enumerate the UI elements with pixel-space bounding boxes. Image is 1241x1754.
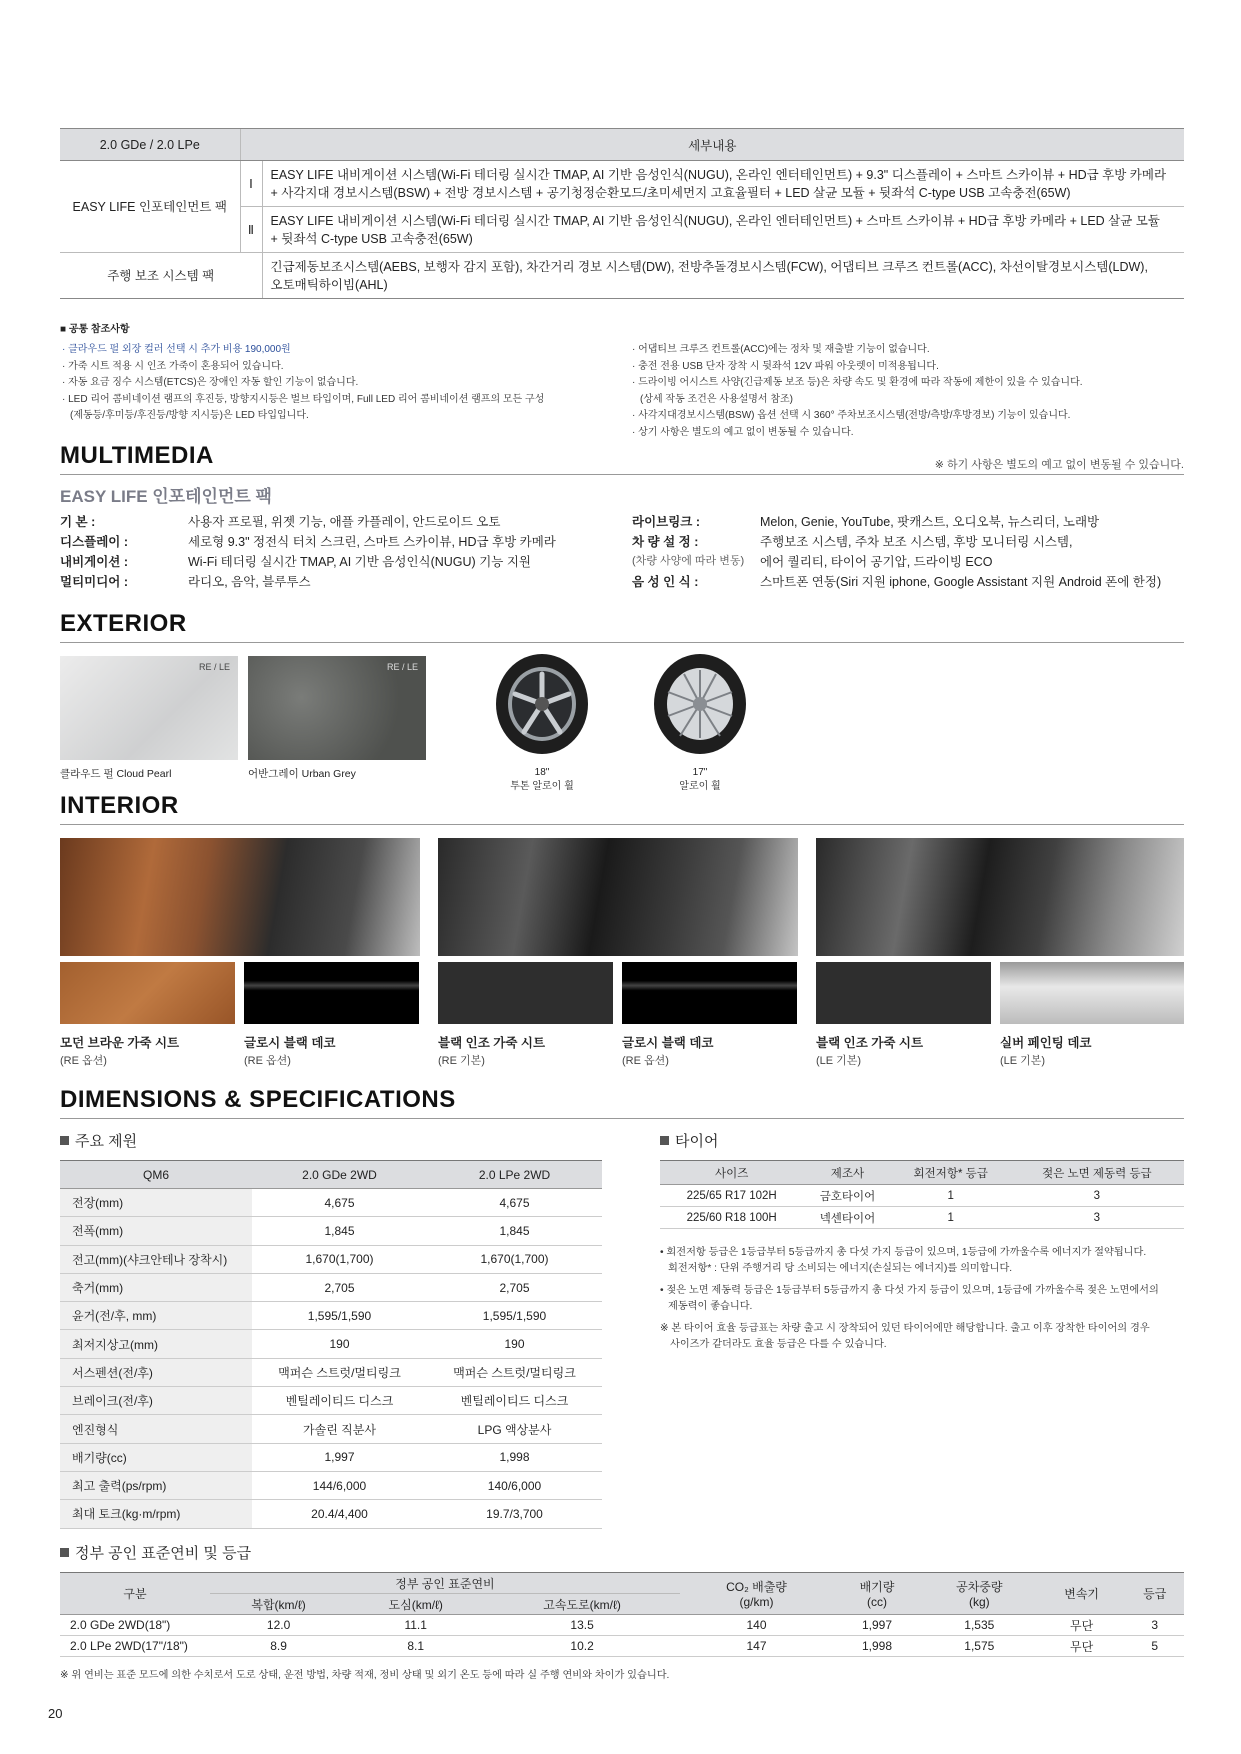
interior-item-trim: (RE 기본) bbox=[438, 1055, 485, 1067]
item-value: 에어 퀄리티, 타이어 공기압, 드라이빙 ECO bbox=[760, 555, 993, 569]
table-row bbox=[60, 1189, 602, 1217]
header-text: 배기량 bbox=[859, 1580, 895, 1594]
table-row bbox=[60, 1443, 602, 1471]
spec-value: 가솔린 직분사 bbox=[252, 1415, 427, 1443]
spec-value: 1,998 bbox=[427, 1443, 602, 1471]
spec-value: 19.7/3,700 bbox=[427, 1500, 602, 1528]
multimedia-subtitle: EASY LIFE 인포테인먼트 팩 bbox=[60, 487, 272, 506]
table-row bbox=[60, 1415, 602, 1443]
wheel-size: 17" bbox=[692, 767, 708, 778]
fuel-model: 2.0 LPe 2WD(17"/18") bbox=[60, 1636, 210, 1657]
fuel-value: 1,998 bbox=[833, 1636, 921, 1657]
interior-label bbox=[622, 1034, 713, 1070]
interior-label bbox=[244, 1034, 335, 1070]
interior-item-name: 모던 브라운 가죽 시트 bbox=[60, 1036, 180, 1050]
wheel-name: 알로이 휠 bbox=[679, 781, 721, 792]
fuel-header-weight bbox=[921, 1573, 1038, 1615]
spec-value: 190 bbox=[252, 1330, 427, 1358]
spec-header: 2.0 GDe 2WD bbox=[252, 1161, 427, 1189]
options-col2-header: 세부내용 bbox=[240, 129, 1184, 161]
option-sub: Ⅱ bbox=[240, 207, 262, 253]
spec-value: 2,705 bbox=[427, 1273, 602, 1301]
multimedia-item bbox=[760, 552, 993, 572]
header-unit: (kg) bbox=[968, 1595, 990, 1609]
option-name: 주행 보조 시스템 팩 bbox=[60, 253, 262, 299]
swatch-black-leather bbox=[816, 962, 991, 1024]
fuel-header: 등급 bbox=[1125, 1573, 1184, 1615]
wheel-17-alloy-icon bbox=[650, 652, 750, 756]
tire-cell: 225/65 R17 102H bbox=[660, 1185, 803, 1207]
tire-cell: 1 bbox=[892, 1185, 1010, 1207]
wheel-18-two-tone-icon bbox=[492, 652, 592, 756]
spec-value: 2,705 bbox=[252, 1273, 427, 1301]
color-swatch-cloud-pearl bbox=[60, 656, 238, 760]
tire-notes bbox=[660, 1245, 1184, 1353]
note-item: · 사각지대경보시스템(BSW) 옵션 선택 시 360° 주차보조시스템(전방/측방/후방경보) 기능이 있습니다. bbox=[632, 410, 1071, 421]
tire-cell: 금호타이어 bbox=[803, 1185, 891, 1207]
color-swatch-urban-grey bbox=[248, 656, 426, 760]
multimedia-item bbox=[632, 532, 1072, 552]
item-value: 라디오, 음악, 블루투스 bbox=[188, 575, 311, 589]
spec-label: 전고(mm)(샤크안테나 장착시) bbox=[60, 1245, 252, 1273]
interior-title: INTERIOR bbox=[60, 792, 179, 819]
main-spec-heading bbox=[60, 1130, 137, 1151]
note-item: · 가죽 시트 적용 시 인조 가죽이 혼용되어 있습니다. bbox=[62, 360, 284, 372]
tire-header: 젖은 노면 제동력 등급 bbox=[1010, 1161, 1184, 1185]
divider bbox=[60, 1118, 1184, 1119]
fuel-value: 무단 bbox=[1038, 1615, 1126, 1636]
multimedia-item bbox=[632, 572, 1161, 592]
table-row bbox=[60, 1500, 602, 1528]
note-item: · 어댑티브 크루즈 컨트롤(ACC)에는 정차 및 재출발 기능이 없습니다. bbox=[632, 344, 930, 355]
tire-note: • 회전저항 등급은 1등급부터 5등급까지 총 다섯 가지 등급이 있으며, 1등급에 가까울수록 에너지가 절약됩니다. bbox=[660, 1247, 1147, 1258]
item-label: 멀티미디어 : bbox=[60, 575, 129, 589]
spec-value: 1,670(1,700) bbox=[427, 1245, 602, 1273]
table-row bbox=[60, 253, 1184, 299]
tire-table bbox=[660, 1160, 1184, 1229]
table-row bbox=[60, 1471, 602, 1499]
fuel-table bbox=[60, 1572, 1184, 1657]
tire-cell: 1 bbox=[892, 1207, 1010, 1229]
square-bullet-icon bbox=[60, 1136, 69, 1145]
fuel-model: 2.0 GDe 2WD(18") bbox=[60, 1615, 210, 1636]
interior-item-trim: (RE 옵션) bbox=[622, 1055, 669, 1067]
spec-header: 2.0 LPe 2WD bbox=[427, 1161, 602, 1189]
heading-text: 주요 제원 bbox=[75, 1133, 138, 1150]
fuel-value: 10.2 bbox=[484, 1636, 680, 1657]
option-detail: + 사각지대 경보시스템(BSW) + 전방 경보시스템 + 공기청정순환모드/초미세먼지 고효율필터 + LED 살균 모듈 + 뒷좌석 C-type USB 고속충전(65W) bbox=[270, 185, 1071, 200]
fuel-value: 3 bbox=[1125, 1615, 1184, 1636]
header-unit: (g/km) bbox=[739, 1595, 774, 1609]
fuel-value: 1,997 bbox=[833, 1615, 921, 1636]
spec-value: 1,997 bbox=[252, 1443, 427, 1471]
color-tag: RE / LE bbox=[198, 662, 230, 672]
table-row bbox=[660, 1207, 1184, 1229]
spec-value: 벤틸레이티드 디스크 bbox=[427, 1387, 602, 1415]
spec-label: 최저지상고(mm) bbox=[60, 1330, 252, 1358]
interior-item-trim: (RE 옵션) bbox=[244, 1055, 291, 1067]
fuel-header-co2 bbox=[680, 1573, 833, 1615]
option-detail: EASY LIFE 내비게이션 시스템(Wi-Fi 테더링 실시간 TMAP, AI 기반 음성인식(NUGU), 온라인 엔터테인먼트) + 스마트 스카이뷰 + HD급 후방 카메라 + LED 살균 모듈 bbox=[270, 213, 1160, 228]
swatch-silver-painting bbox=[1000, 962, 1184, 1024]
interior-photo-black-re bbox=[438, 838, 798, 956]
interior-label bbox=[816, 1034, 923, 1070]
fuel-header: 복합(km/ℓ) bbox=[210, 1594, 347, 1615]
spec-value: 1,595/1,590 bbox=[252, 1302, 427, 1330]
interior-item-name: 글로시 블랙 데코 bbox=[244, 1036, 336, 1050]
spec-table bbox=[60, 1160, 602, 1529]
table-row bbox=[60, 1387, 602, 1415]
spec-value: 140/6,000 bbox=[427, 1471, 602, 1499]
item-value: 스마트폰 연동(Siri 지원 iphone, Google Assistant 지원 Android 폰에 한정) bbox=[760, 575, 1162, 589]
divider bbox=[60, 642, 1184, 643]
table-row bbox=[60, 161, 1184, 207]
fuel-value: 140 bbox=[680, 1615, 833, 1636]
options-table bbox=[60, 128, 1184, 299]
item-label: 디스플레이 : bbox=[60, 535, 129, 549]
fuel-value: 1,535 bbox=[921, 1615, 1038, 1636]
interior-item-name: 블랙 인조 가죽 시트 bbox=[816, 1036, 924, 1050]
item-label: 기 본 : bbox=[60, 515, 96, 529]
spec-label: 전폭(mm) bbox=[60, 1217, 252, 1245]
wheel-size: 18" bbox=[534, 767, 550, 778]
swatch-glossy-black bbox=[244, 962, 419, 1024]
spec-value: 190 bbox=[427, 1330, 602, 1358]
table-row bbox=[60, 1358, 602, 1386]
tire-note: 사이즈가 같더라도 효율 등급은 다를 수 있습니다. bbox=[670, 1339, 887, 1350]
spec-label: 최대 토크(kg·m/rpm) bbox=[60, 1500, 252, 1528]
tire-cell: 225/60 R18 100H bbox=[660, 1207, 803, 1229]
interior-photo-black-le bbox=[816, 838, 1184, 956]
interior-photo-brown bbox=[60, 838, 420, 956]
fuel-header: 구분 bbox=[60, 1573, 210, 1615]
item-label: 음 성 인 식 : bbox=[632, 575, 699, 589]
option-sub: Ⅰ bbox=[240, 161, 262, 207]
swatch-black-leather bbox=[438, 962, 613, 1024]
fuel-value: 12.0 bbox=[210, 1615, 347, 1636]
options-col1-header: 2.0 GDe / 2.0 LPe bbox=[60, 129, 240, 161]
color-label: 어반그레이 Urban Grey bbox=[248, 768, 356, 780]
note-item: (상세 작동 조건은 사용설명서 참조) bbox=[640, 393, 794, 405]
swatch-glossy-black bbox=[622, 962, 797, 1024]
interior-item-trim: (LE 기본) bbox=[1000, 1055, 1046, 1067]
note-item: · 자동 요금 징수 시스템(ETCS)은 장애인 자동 할인 기능이 없습니다. bbox=[62, 377, 359, 388]
notes-title: ■ 공통 참조사항 bbox=[60, 324, 130, 335]
fuel-heading bbox=[60, 1542, 251, 1563]
spec-label: 엔진형식 bbox=[60, 1415, 252, 1443]
item-value: Wi-Fi 테더링 실시간 TMAP, AI 기반 음성인식(NUGU) 기능 지원 bbox=[188, 555, 531, 569]
fuel-header: 정부 공인 표준연비 bbox=[210, 1573, 680, 1594]
spec-value: 1,595/1,590 bbox=[427, 1302, 602, 1330]
fuel-value: 1,575 bbox=[921, 1636, 1038, 1657]
fuel-header: 변속기 bbox=[1038, 1573, 1126, 1615]
spec-value: 1,670(1,700) bbox=[252, 1245, 427, 1273]
interior-item-name: 글로시 블랙 데코 bbox=[622, 1036, 714, 1050]
spec-value: 20.4/4,400 bbox=[252, 1500, 427, 1528]
tire-note: 제동력이 좋습니다. bbox=[668, 1301, 753, 1312]
item-value: 세로형 9.3" 정전식 터치 스크린, 스마트 스카이뷰, HD급 후방 카메라 bbox=[188, 535, 556, 549]
table-row bbox=[60, 1615, 1184, 1636]
spec-label: 최고 출력(ps/rpm) bbox=[60, 1471, 252, 1499]
tire-header: 사이즈 bbox=[660, 1161, 803, 1185]
wheel-label bbox=[482, 766, 602, 794]
heading-text: 정부 공인 표준연비 및 등급 bbox=[75, 1545, 252, 1562]
fuel-value: 8.1 bbox=[347, 1636, 484, 1657]
spec-label: 축거(mm) bbox=[60, 1273, 252, 1301]
fuel-header: 도심(km/ℓ) bbox=[347, 1594, 484, 1615]
notes-left bbox=[62, 342, 622, 425]
square-bullet-icon bbox=[60, 1548, 69, 1557]
fuel-value: 147 bbox=[680, 1636, 833, 1657]
interior-label bbox=[438, 1034, 545, 1070]
multimedia-item bbox=[60, 572, 311, 592]
spec-header: QM6 bbox=[60, 1161, 252, 1189]
item-value: Melon, Genie, YouTube, 팟캐스트, 오디오북, 뉴스리더, 노래방 bbox=[760, 515, 1100, 529]
fuel-value: 8.9 bbox=[210, 1636, 347, 1657]
wheel-label bbox=[640, 766, 760, 794]
spec-value: 벤틸레이티드 디스크 bbox=[252, 1387, 427, 1415]
divider bbox=[60, 824, 1184, 825]
option-name: EASY LIFE 인포테인먼트 팩 bbox=[60, 161, 240, 253]
tire-note: • 젖은 노면 제동력 등급은 1등급부터 5등급까지 총 다섯 가지 등급이 있으며, 1등급에 가까울수록 젖은 노면에서의 bbox=[660, 1285, 1159, 1296]
spec-value: LPG 액상분사 bbox=[427, 1415, 602, 1443]
item-label: 차 량 설 정 : bbox=[632, 535, 699, 549]
interior-item-trim: (LE 기본) bbox=[816, 1055, 862, 1067]
interior-label bbox=[1000, 1034, 1091, 1070]
spec-label: 배기량(cc) bbox=[60, 1443, 252, 1471]
table-row bbox=[60, 1273, 602, 1301]
fuel-header: 고속도로(km/ℓ) bbox=[484, 1594, 680, 1615]
table-row bbox=[60, 1217, 602, 1245]
heading-text: 타이어 bbox=[675, 1133, 719, 1150]
header-unit: (cc) bbox=[866, 1595, 887, 1609]
fuel-header-disp bbox=[833, 1573, 921, 1615]
multimedia-item bbox=[60, 552, 531, 572]
color-label: 클라우드 펄 Cloud Pearl bbox=[60, 768, 172, 780]
option-detail: EASY LIFE 내비게이션 시스템(Wi-Fi 테더링 실시간 TMAP, AI 기반 음성인식(NUGU), 온라인 엔터테인먼트) + 9.3" 디스플레이 + 스마트 스카이뷰 + HD급 후방 카메라 bbox=[270, 167, 1167, 182]
exterior-title: EXTERIOR bbox=[60, 610, 187, 637]
spec-value: 1,845 bbox=[427, 1217, 602, 1245]
notes-right bbox=[632, 342, 1184, 441]
interior-item-name: 실버 페인팅 데코 bbox=[1000, 1036, 1092, 1050]
tire-cell: 넥센타이어 bbox=[803, 1207, 891, 1229]
square-bullet-icon bbox=[660, 1136, 669, 1145]
spec-label: 서스펜션(전/후) bbox=[60, 1358, 252, 1386]
tire-header: 회전저항* 등급 bbox=[892, 1161, 1010, 1185]
option-detail: 긴급제동보조시스템(AEBS, 보행자 감지 포함), 차간거리 경보 시스템(DW), 전방추돌경보시스템(FCW), 어댑티브 크루즈 컨트롤(ACC), 차선이탈경보시스템(LDW), bbox=[270, 259, 1148, 274]
item-label: 내비게이션 : bbox=[60, 555, 129, 569]
spec-label: 브레이크(전/후) bbox=[60, 1387, 252, 1415]
fuel-note: ※ 위 연비는 표준 모드에 의한 수치로서 도로 상태, 운전 방법, 차량 적재, 정비 상태 및 외기 온도 등에 따라 실 주행 연비와 차이가 있습니다. bbox=[60, 1670, 670, 1681]
header-text: CO₂ 배출량 bbox=[726, 1580, 787, 1594]
interior-item-name: 블랙 인조 가죽 시트 bbox=[438, 1036, 546, 1050]
fuel-value: 5 bbox=[1125, 1636, 1184, 1657]
page-number: 20 bbox=[48, 1706, 63, 1721]
wheel-name: 투톤 알로이 휠 bbox=[510, 781, 574, 792]
multimedia-item bbox=[60, 512, 500, 532]
dimensions-title: DIMENSIONS & SPECIFICATIONS bbox=[60, 1086, 456, 1113]
option-detail: + 뒷좌석 C-type USB 고속충전(65W) bbox=[270, 231, 473, 246]
option-detail: 오토매틱하이빔(AHL) bbox=[270, 277, 388, 292]
table-row bbox=[60, 1302, 602, 1330]
spec-value: 1,845 bbox=[252, 1217, 427, 1245]
tire-cell: 3 bbox=[1010, 1207, 1184, 1229]
multimedia-item bbox=[632, 512, 1099, 532]
tire-header: 제조사 bbox=[803, 1161, 891, 1185]
table-row bbox=[60, 1245, 602, 1273]
note-item: · LED 리어 콤비네이션 램프의 후진등, 방향지시등은 벌브 타입이며, Full LED 리어 콤비네이션 램프의 모든 구성 bbox=[62, 393, 545, 405]
vehicle-setting-note: (차량 사양에 따라 변동) bbox=[632, 555, 745, 567]
spec-value: 맥퍼슨 스트럿/멀티링크 bbox=[252, 1358, 427, 1386]
fuel-value: 13.5 bbox=[484, 1615, 680, 1636]
multimedia-title: MULTIMEDIA bbox=[60, 442, 214, 469]
spec-value: 4,675 bbox=[427, 1189, 602, 1217]
spec-label: 전장(mm) bbox=[60, 1189, 252, 1217]
note-item: · 충전 전용 USB 단자 장착 시 뒷좌석 12V 파워 아웃렛이 미적용됩니다. bbox=[632, 360, 939, 372]
tire-heading bbox=[660, 1130, 718, 1151]
item-label: 라이브링크 : bbox=[632, 515, 701, 529]
interior-item-trim: (RE 옵션) bbox=[60, 1055, 107, 1067]
multimedia-item bbox=[60, 532, 556, 552]
swatch-brown-leather bbox=[60, 962, 235, 1024]
item-value: 주행보조 시스템, 주차 보조 시스템, 후방 모니터링 시스템, bbox=[760, 535, 1073, 549]
note-item: · 클라우드 펄 외장 컬러 선택 시 추가 비용 190,000원 bbox=[62, 344, 291, 355]
tire-note: 회전저항* : 단위 주행거리 당 소비되는 에너지(손실되는 에너지)를 의미합니다. bbox=[668, 1263, 1013, 1274]
table-row bbox=[60, 1330, 602, 1358]
note-item: · 드라이빙 어시스트 사양(긴급제동 보조 등)은 차량 속도 및 환경에 따라 작동에 제한이 있을 수 있습니다. bbox=[632, 377, 1083, 388]
tire-note: ※ 본 타이어 효율 등급표는 차량 출고 시 장착되어 있던 타이어에만 해당합니다. 출고 이후 장착한 타이어의 경우 bbox=[660, 1323, 1150, 1334]
spec-value: 맥퍼슨 스트럿/멀티링크 bbox=[427, 1358, 602, 1386]
table-row bbox=[60, 1636, 1184, 1657]
note-item: (제동등/후미등/후진등/방향 지시등)은 LED 타입입니다. bbox=[70, 410, 309, 421]
spec-label: 윤거(전/후, mm) bbox=[60, 1302, 252, 1330]
spec-value: 144/6,000 bbox=[252, 1471, 427, 1499]
spec-value: 4,675 bbox=[252, 1189, 427, 1217]
interior-label bbox=[60, 1034, 179, 1070]
multimedia-disclaimer: ※ 하기 사항은 별도의 예고 없이 변동될 수 있습니다. bbox=[934, 459, 1184, 471]
divider bbox=[60, 474, 1184, 475]
color-tag: RE / LE bbox=[386, 662, 418, 672]
fuel-value: 11.1 bbox=[347, 1615, 484, 1636]
fuel-value: 무단 bbox=[1038, 1636, 1126, 1657]
item-value: 사용자 프로필, 위젯 기능, 애플 카플레이, 안드로이드 오토 bbox=[188, 515, 501, 529]
note-item: · 상기 사항은 별도의 예고 없이 변동될 수 있습니다. bbox=[632, 426, 854, 438]
header-text: 공차중량 bbox=[956, 1580, 1003, 1594]
table-row bbox=[660, 1185, 1184, 1207]
tire-cell: 3 bbox=[1010, 1185, 1184, 1207]
